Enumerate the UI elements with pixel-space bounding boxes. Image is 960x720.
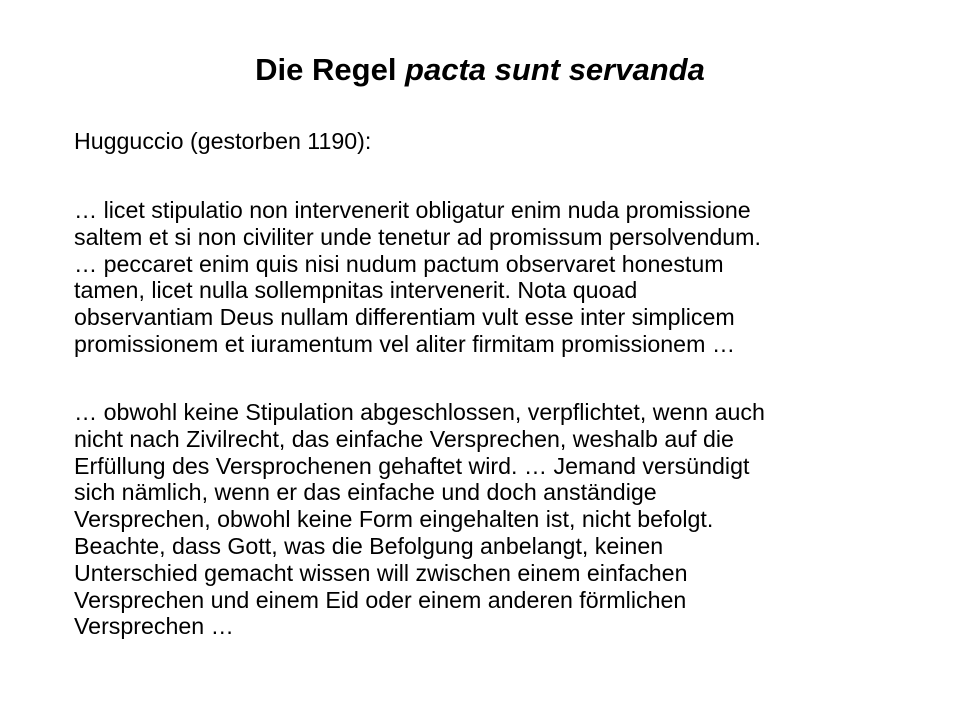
german-translation-line: … obwohl keine Stipulation abgeschlossen, verpflichtet, wenn auch <box>74 399 765 425</box>
german-translation-line: nicht nach Zivilrecht, das einfache Versprechen, weshalb auf die <box>74 425 734 452</box>
latin-quote-line: tamen, licet nulla sollempnitas intervenerit. Nota quoad <box>74 277 638 304</box>
german-translation-line: Versprechen und einem Eid oder einem anderen förmlichen <box>74 586 687 613</box>
german-translation-paragraph <box>74 399 924 640</box>
latin-quote-line: promissionem et iuramentum vel aliter firmitam promissionem … <box>74 330 736 357</box>
latin-quote-paragraph <box>74 197 924 358</box>
german-translation-line: Beachte, dass Gott, was die Befolgung anbelangt, keinen <box>74 532 664 559</box>
title-regular-text: Die Regel <box>255 52 406 87</box>
latin-quote-line: … licet stipulatio non intervenerit obligatur enim nuda promissione <box>74 197 751 223</box>
german-translation-line: sich nämlich, wenn er das einfache und doch anständige <box>74 479 657 506</box>
latin-quote-line: saltem et si non civiliter unde tenetur ad promissum persolvendum. <box>74 223 761 250</box>
latin-quote-line: … peccaret enim quis nisi nudum pactum observaret honestum <box>74 250 724 277</box>
title-italic-text: pacta sunt servanda <box>405 52 705 87</box>
slide-title <box>0 50 960 90</box>
attribution-text: Hugguccio (gestorben 1190): <box>74 128 372 154</box>
german-translation-line: Versprechen, obwohl keine Form eingehalten ist, nicht befolgt. <box>74 506 714 533</box>
attribution-line <box>74 128 924 155</box>
latin-quote-line: observantiam Deus nullam differentiam vult esse inter simplicem <box>74 304 735 331</box>
german-translation-line: Erfüllung des Versprochenen gehaftet wird. … Jemand versündigt <box>74 452 750 479</box>
german-translation-line: Unterschied gemacht wissen will zwischen einem einfachen <box>74 559 688 586</box>
german-translation-line: Versprechen … <box>74 613 234 640</box>
